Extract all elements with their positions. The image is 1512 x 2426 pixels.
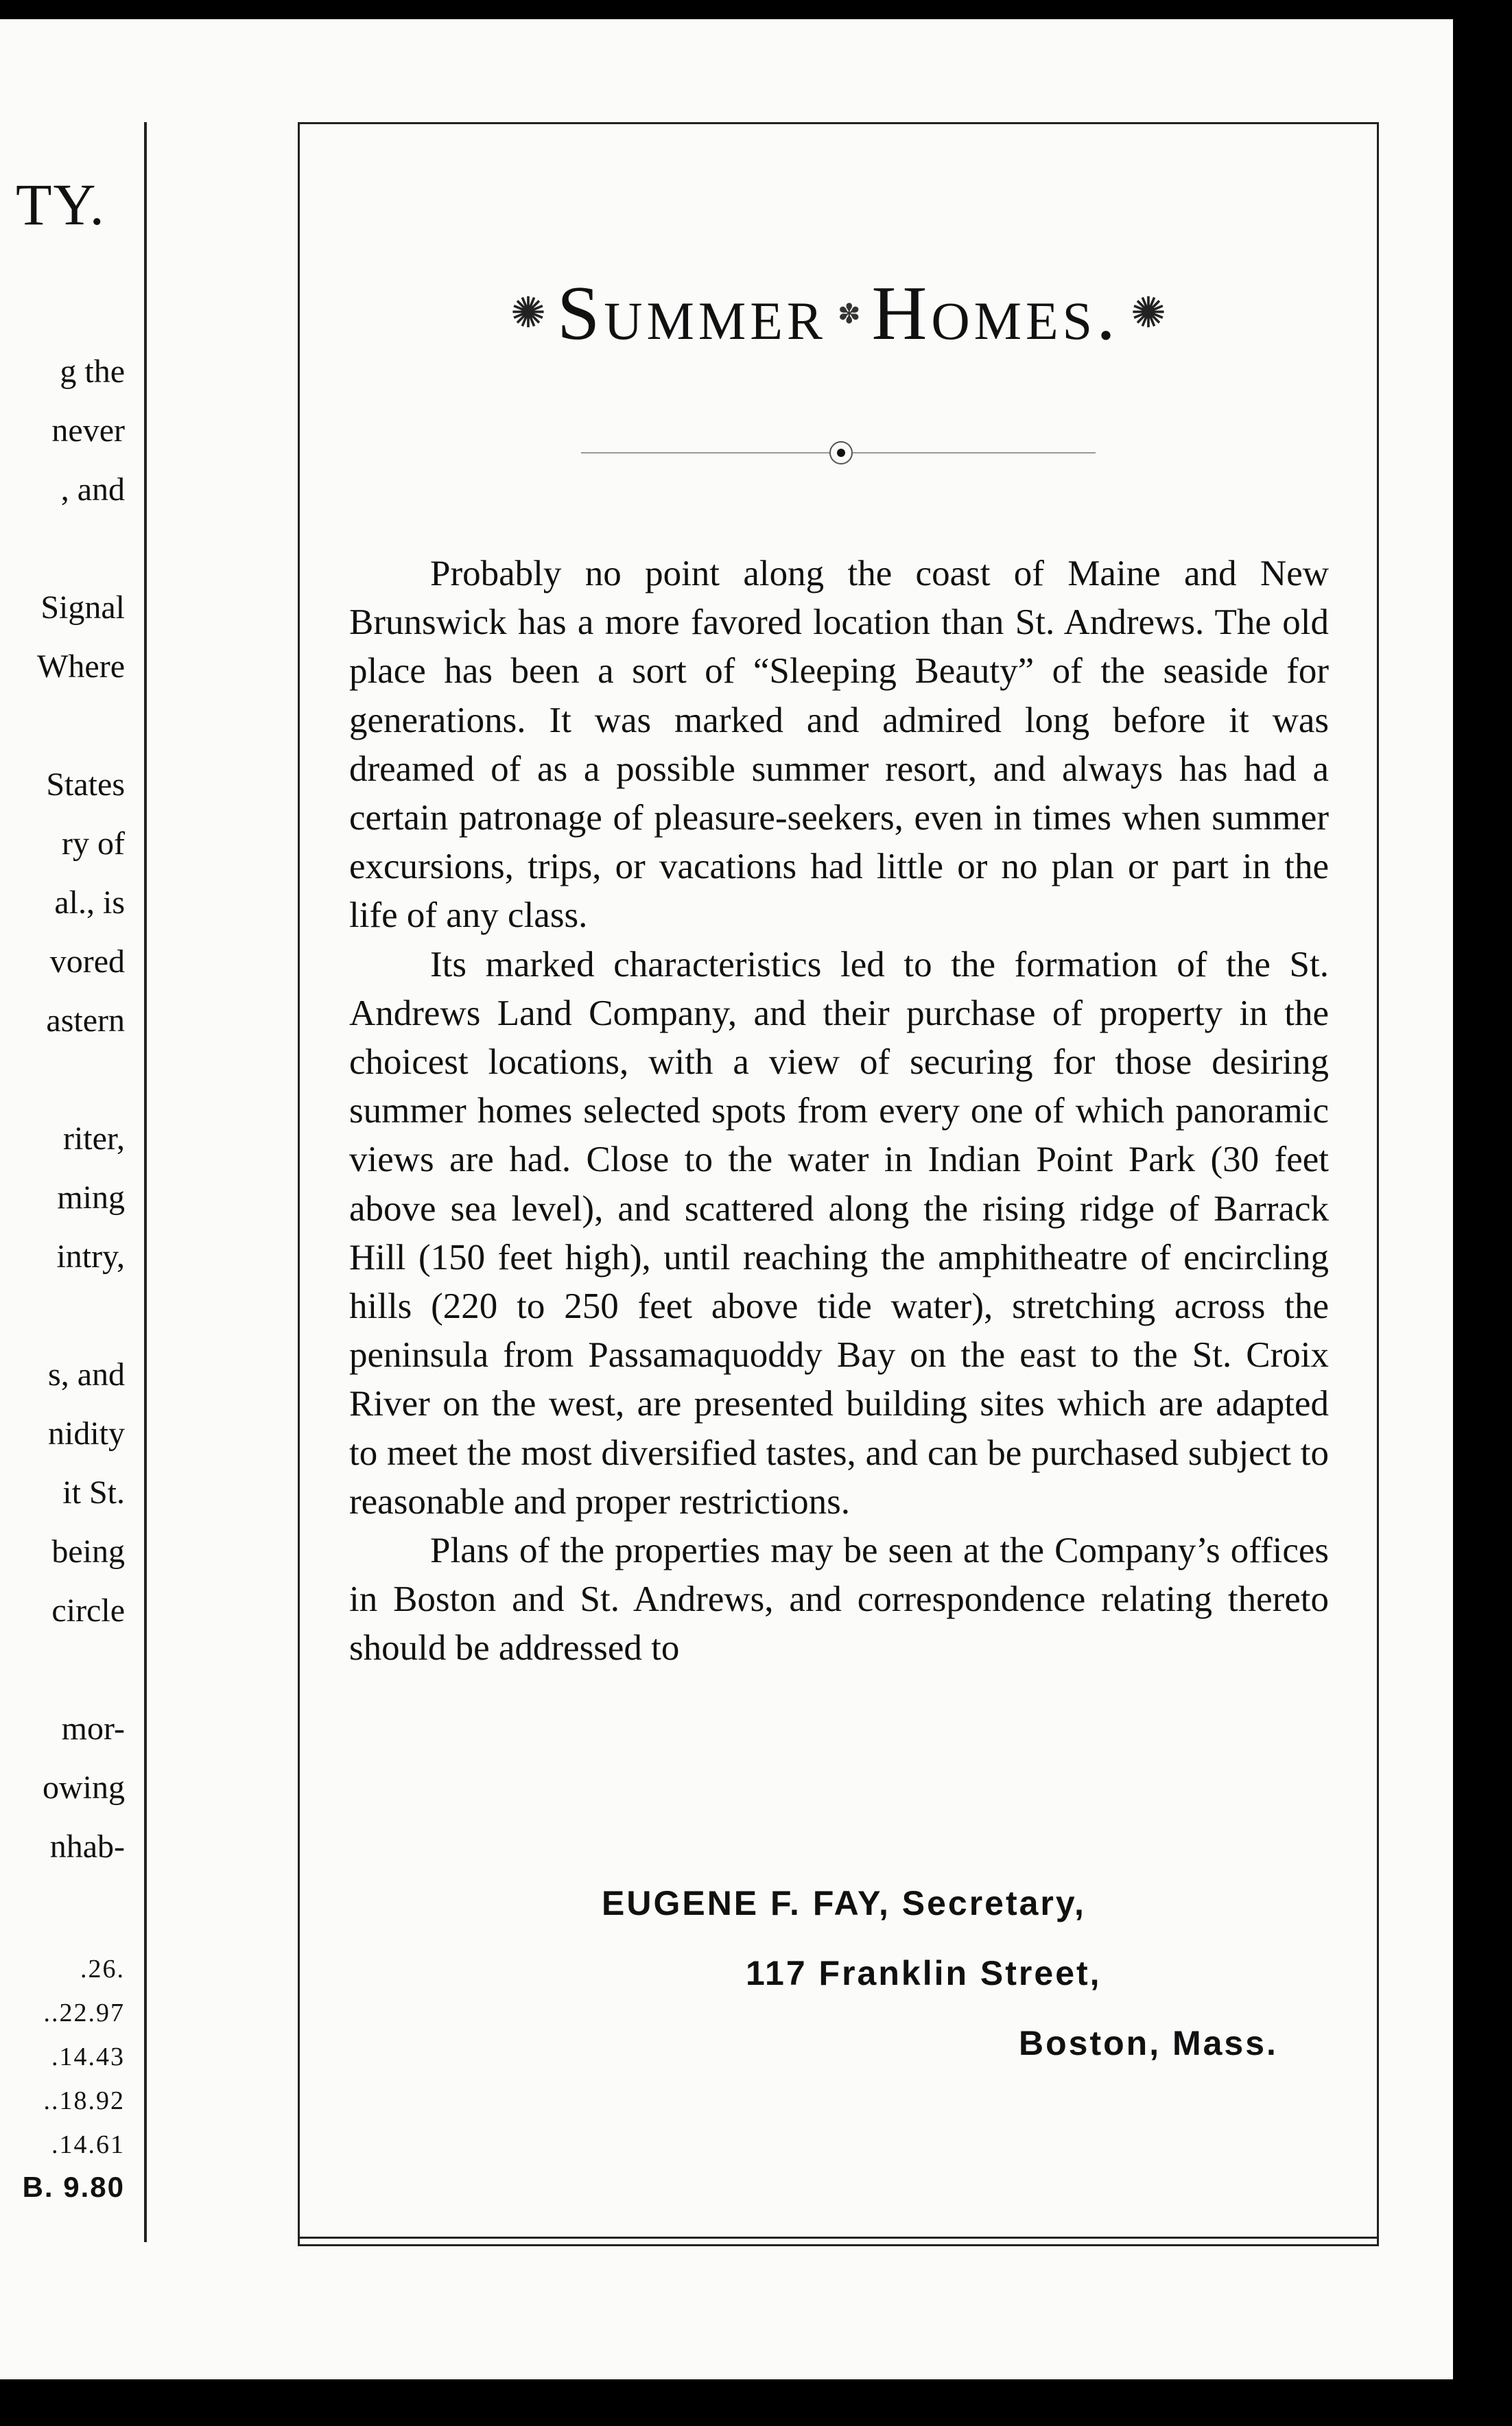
dot-ornament-icon [829, 441, 853, 464]
page-edge-shadow [1453, 14, 1512, 2426]
left-column-line: nidity [47, 1415, 125, 1452]
rosette-ornament-icon: ✺ [1131, 290, 1166, 337]
article-body [349, 550, 1329, 1673]
signature-name: EUGENE F. FAY, Secretary, [602, 1884, 1086, 1922]
left-column-number: .14.61 [51, 2130, 125, 2159]
left-column [0, 122, 147, 2242]
title-word-summer: Summer [556, 271, 827, 356]
left-column-line: mor- [61, 1710, 125, 1747]
left-column-line: astern [46, 1002, 125, 1039]
signature-street: 117 Franklin Street, [746, 1954, 1102, 1992]
left-column-number: .14.43 [51, 2042, 125, 2071]
left-column-line: ming [57, 1179, 125, 1216]
left-column-line: it St. [62, 1474, 125, 1511]
left-column-line: , and [60, 471, 125, 508]
left-column-line: States [46, 766, 125, 803]
left-column-line: g the [60, 353, 125, 390]
signature-city: Boston, Mass. [1019, 2024, 1278, 2062]
title-word-homes: Homes. [871, 271, 1120, 356]
paragraph: Probably no point along the coast of Maine and New Brunswick has a more favored location than St. Andrews. The old place has been a sort of “Sleeping Beauty” of the seaside for generations. It was marked and admired long before it was dreamed of as a possible summer resort, and always has had a certain patronage of pleasure-seekers, even in times when summer excursions, trips, or vacations had little or no plan or part in the life of any class. [349, 554, 1329, 936]
left-column-number: .26. [80, 1955, 125, 1983]
left-column-line: intry, [56, 1238, 125, 1275]
article-frame [298, 122, 1379, 2246]
left-column-line: s, and [48, 1356, 125, 1393]
left-column-line: owing [43, 1769, 125, 1806]
left-column-line: Where [37, 648, 125, 685]
rosette-separator-icon: ✽ [837, 298, 861, 329]
left-column-line: Signal [40, 589, 125, 626]
left-column-line: al., is [54, 884, 125, 921]
left-column-line: ry of [62, 825, 125, 862]
left-column-number: ..18.92 [43, 2086, 125, 2115]
article-title [300, 271, 1377, 356]
left-column-line: riter, [62, 1120, 125, 1157]
left-column-line: circle [51, 1592, 125, 1629]
rosette-ornament-icon: ✺ [510, 290, 546, 337]
left-column-line: being [51, 1533, 125, 1570]
left-column-number: ..22.97 [43, 1999, 125, 2027]
frame-bottom-rule [300, 2237, 1377, 2239]
left-column-line: never [51, 412, 125, 449]
paragraph: Plans of the properties may be seen at the Company’s offices in Boston and St. Andrews, and correspondence relating thereto should be addressed to [349, 1531, 1329, 1669]
left-column-total: B. 9.80 [22, 2171, 125, 2203]
left-column-heading: TY. [15, 172, 106, 237]
left-column-line: nhab- [49, 1828, 125, 1865]
book-page [0, 19, 1453, 2379]
paragraph: Its marked characteristics led to the formation of the St. Andrews Land Company, and their purchase of property in the choicest locations, with a view of securing for those desiring summer homes selected spots from every one of which panoramic views are had. Close to the water in Indian Point Park (30 feet above sea level), and scattered along the rising ridge of Barrack Hill (150 feet high), until reaching the amphitheatre of encircling hills (220 to 250 feet above tide water), stretching across the peninsula from Passamaquoddy Bay on the east to the St. Croix River on the west, are presented building sites which are adapted to meet the most diversified tastes, and can be purchased subject to reasonable and proper restrictions. [349, 944, 1329, 1522]
left-column-line: vored [49, 943, 125, 980]
